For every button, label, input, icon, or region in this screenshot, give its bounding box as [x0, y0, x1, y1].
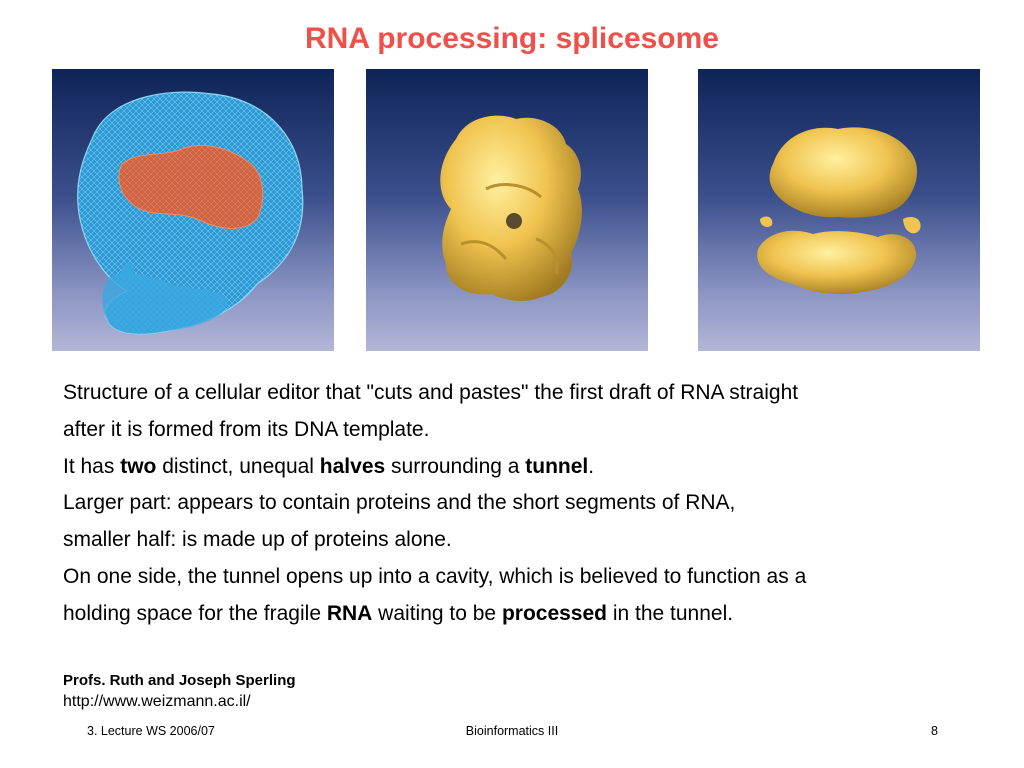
text-run: waiting to be: [372, 601, 502, 625]
footer-course: Bioinformatics III: [465, 724, 559, 738]
footer-page-number: 8: [931, 724, 938, 738]
body-line-3: [63, 449, 993, 486]
text-run: It has: [63, 454, 121, 478]
bold-run: tunnel: [525, 454, 589, 478]
text-run: holding space for the fragile: [63, 601, 327, 625]
bold-run: halves: [319, 454, 386, 478]
splicesome-surface-front-image: [366, 69, 648, 351]
footer-lecture: 3. Lecture WS 2006/07: [87, 724, 215, 738]
bold-run: two: [120, 454, 157, 478]
body-line-7: [63, 596, 993, 633]
text-run: .: [588, 454, 595, 478]
splicesome-mesh-image: [52, 69, 334, 351]
slide-body: [63, 375, 993, 633]
body-line-4: Larger part: appears to contain proteins and the short segments of RNA,: [63, 491, 736, 515]
body-line-6: On one side, the tunnel opens up into a cavity, which is believed to function as a: [63, 564, 807, 588]
text-run: distinct, unequal: [156, 454, 320, 478]
credit-url[interactable]: http://www.weizmann.ac.il/: [63, 693, 251, 710]
slide-title: RNA processing: splicesome: [304, 22, 719, 55]
credit-authors: Profs. Ruth and Joseph Sperling: [63, 672, 296, 689]
bold-run: processed: [501, 601, 607, 625]
splicesome-surface-split-image: [698, 69, 980, 351]
body-line-1: Structure of a cellular editor that "cuts and pastes" the first draft of RNA straight: [63, 381, 799, 404]
body-line-5: smaller half: is made up of proteins alone.: [63, 528, 452, 552]
text-run: surrounding a: [385, 454, 526, 478]
bold-run: RNA: [326, 601, 373, 625]
text-run: in the tunnel.: [607, 601, 734, 625]
credits: [63, 671, 296, 713]
body-line-2: after it is formed from its DNA template.: [63, 417, 430, 441]
